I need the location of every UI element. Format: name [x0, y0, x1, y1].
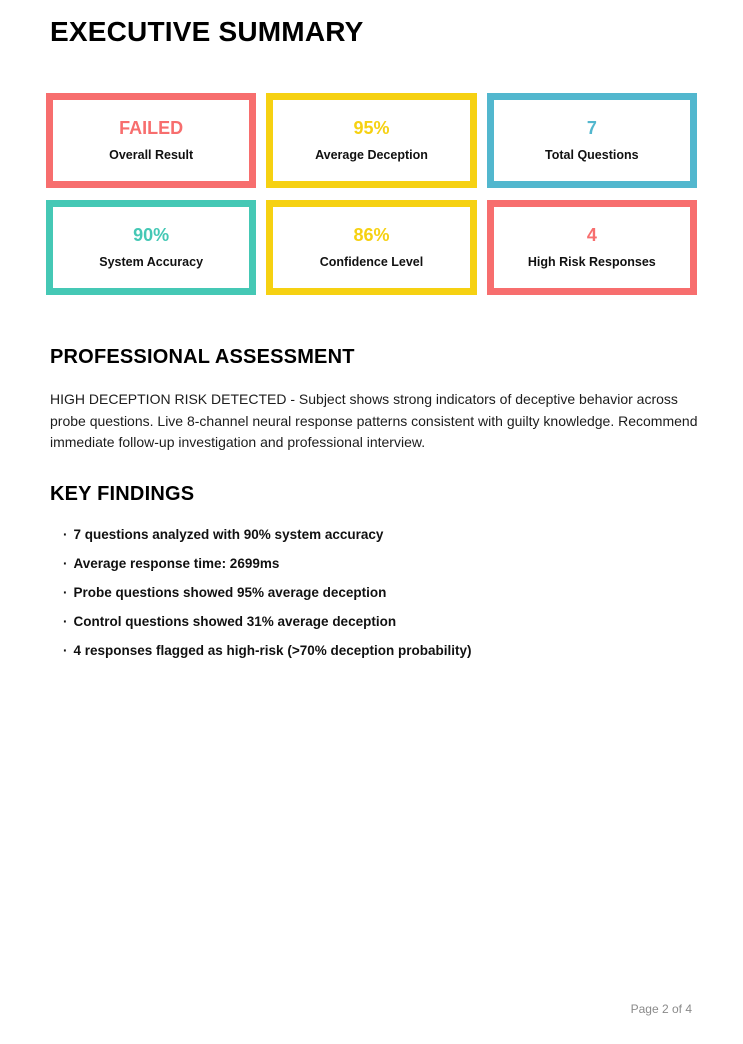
bullet-icon: ·	[63, 643, 68, 658]
professional-assessment-body: HIGH DECEPTION RISK DETECTED - Subject shows strong indicators of deceptive behavior across probe questions. Live 8-channel neural response patterns consistent with guilty knowledge. Recommend immediate follow-up investigation and professional interview.	[50, 391, 698, 450]
stat-card	[46, 93, 256, 188]
key-finding-item	[50, 528, 698, 542]
stat-card-value: 86%	[353, 225, 390, 246]
bullet-icon: ·	[63, 585, 68, 600]
stat-cards-grid	[46, 93, 697, 295]
professional-assessment-heading: PROFESSIONAL ASSESSMENT	[50, 346, 355, 368]
stat-card-label: Confidence Level	[319, 255, 424, 270]
stat-card-label: Total Questions	[545, 148, 639, 163]
key-finding-item	[50, 644, 698, 658]
key-finding-item	[50, 586, 698, 600]
stat-card-label: System Accuracy	[99, 255, 204, 270]
stat-card	[266, 93, 476, 188]
key-finding-item	[50, 615, 698, 629]
bullet-icon: ·	[63, 614, 68, 629]
stat-card-label: High Risk Responses	[527, 255, 656, 270]
stat-card-label: Average Deception	[315, 148, 428, 163]
bullet-icon: ·	[63, 556, 68, 571]
key-findings-list	[50, 528, 698, 658]
key-findings-heading: KEY FINDINGS	[50, 483, 195, 505]
key-finding-text: 4 responses flagged as high-risk (>70% deception probability)	[73, 643, 472, 658]
stat-card-label: Overall Result	[109, 148, 194, 163]
key-finding-item	[50, 557, 698, 571]
page-number: Page 2 of 4	[630, 1002, 692, 1016]
professional-assessment-section	[50, 346, 698, 454]
key-finding-text: Average response time: 2699ms	[73, 556, 280, 571]
bullet-icon: ·	[63, 527, 68, 542]
stat-card-value: 4	[586, 225, 597, 246]
key-finding-text: 7 questions analyzed with 90% system accuracy	[73, 527, 384, 542]
key-finding-text: Control questions showed 31% average deception	[73, 614, 397, 629]
stat-card	[266, 200, 476, 295]
stat-card	[487, 200, 697, 295]
stat-card-value: 90%	[133, 225, 170, 246]
stat-card-value: FAILED	[119, 118, 184, 139]
stat-card	[487, 93, 697, 188]
page-title: EXECUTIVE SUMMARY	[50, 16, 364, 47]
key-findings-section	[50, 483, 698, 673]
stat-card	[46, 200, 256, 295]
key-finding-text: Probe questions showed 95% average deception	[73, 585, 387, 600]
stat-card-value: 7	[586, 118, 597, 139]
stat-card-value: 95%	[353, 118, 390, 139]
